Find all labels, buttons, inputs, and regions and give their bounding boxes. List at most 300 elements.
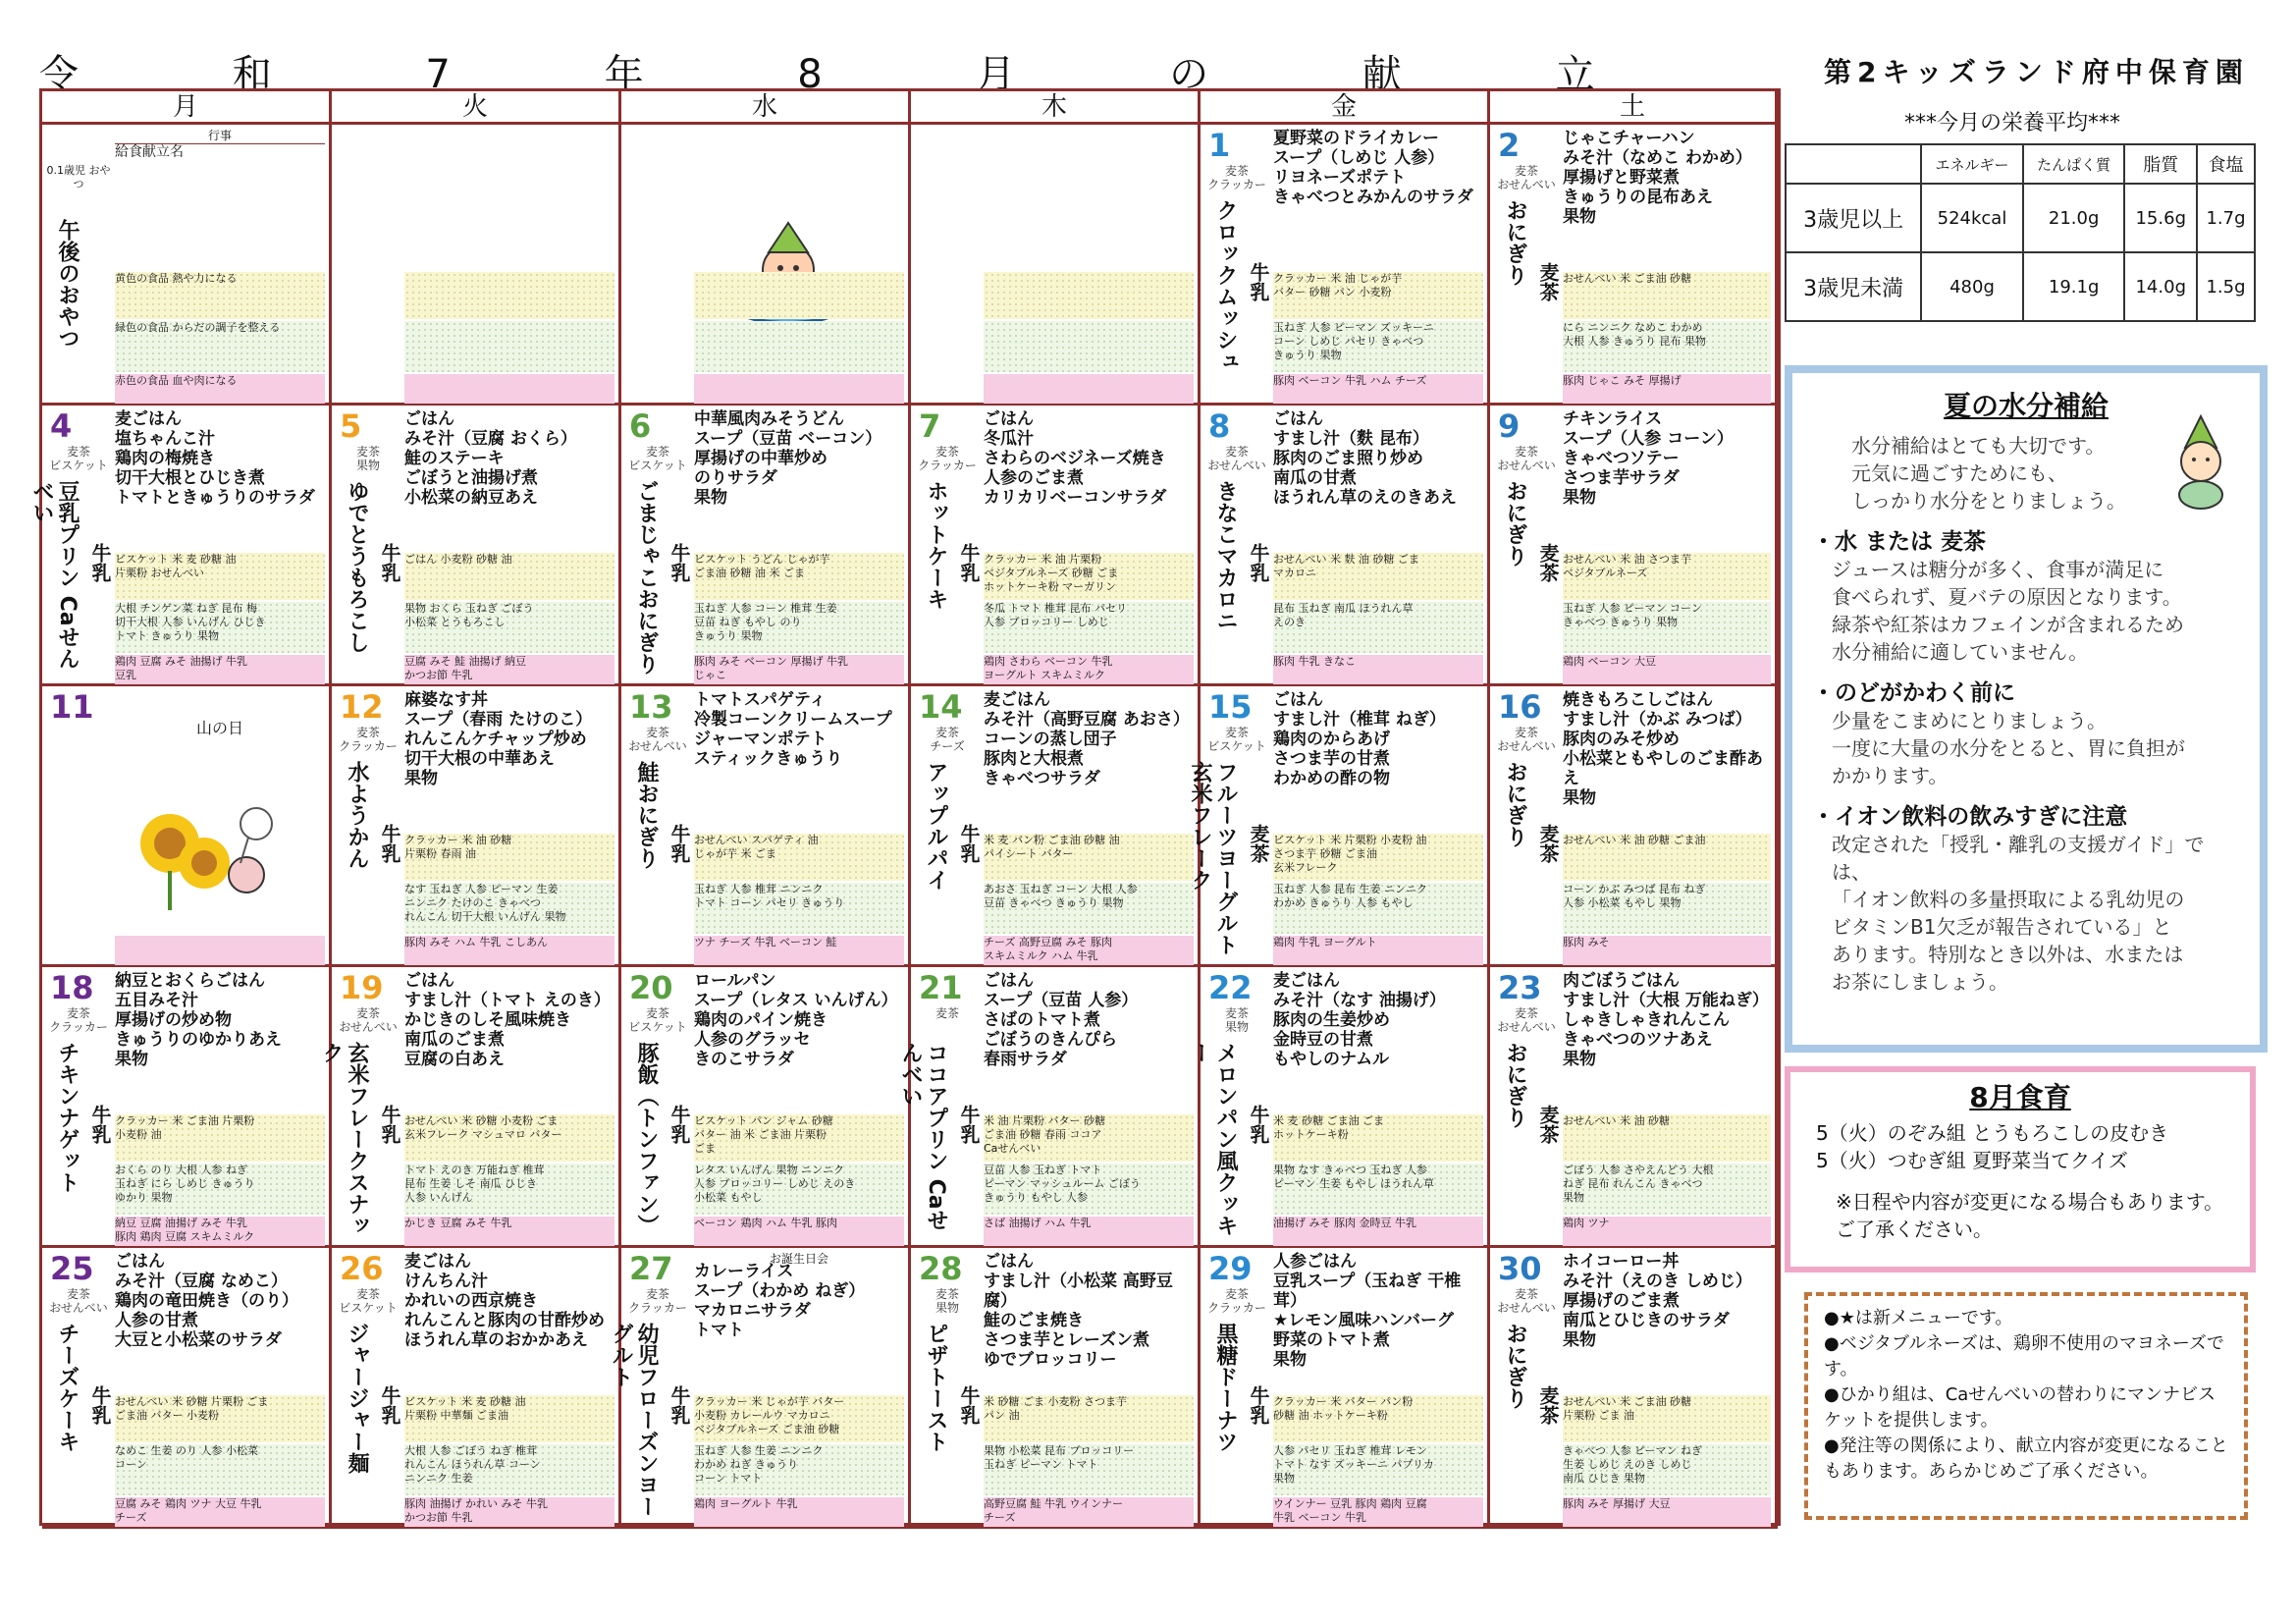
lunch-menu: ホイコーロー丼 みそ汁（えのき しめじ） 厚揚げのごま煮 南瓜とひじきのサラダ 果物 [1563, 1252, 1752, 1350]
day-number: 6 [629, 407, 652, 445]
nutrition-cell: 3歳児未満 [1786, 252, 1921, 321]
lunch-menu: チキンライス スープ（人参 コーン） きゃべつソテー さつま芋サラダ 果物 [1563, 409, 1734, 508]
day-cell [1490, 406, 1778, 686]
afternoon-snack: ジャージャー麺 [345, 1323, 369, 1474]
note-item: ●ベジタブルネーズは、鶏卵不使用のマヨネーズです。 [1824, 1333, 2224, 1380]
infant-snack: 麦茶 ビスケット [339, 1287, 398, 1315]
weekday-header: 水 [621, 91, 911, 125]
day-cell [911, 406, 1201, 686]
day-number: 11 [50, 688, 94, 726]
table-row [1786, 184, 2255, 252]
pink-food-band: 高野豆腐 鮭 牛乳 ウインナー チーズ [984, 1497, 1194, 1527]
green-food-band: 昆布 玉ねぎ 南瓜 ほうれん草 えのき [1273, 602, 1483, 653]
lunch-menu: ロールパン スープ（レタス いんげん） 鶏肉のパイン焼き 人参のグラッセ きのこサラダ [694, 971, 898, 1069]
green-food-band: 果物 おくら 玉ねぎ ごぼう 小松菜 とうもろこし [404, 602, 614, 653]
green-food-band: 果物 なす きゃべつ 玉ねぎ 人参 ピーマン 生姜 もやし ほうれん草 [1273, 1164, 1483, 1215]
infant-snack: 麦茶 ビスケット [49, 445, 108, 472]
food-education-panel [1785, 1066, 2256, 1272]
infant-snack: 麦茶 チーズ [930, 726, 965, 753]
day-cell [1188, 967, 1490, 1248]
blank-cell [332, 125, 621, 406]
day-number: 26 [340, 1250, 384, 1287]
day-cell [42, 967, 332, 1248]
day-number: 4 [50, 407, 73, 445]
snack-drink: 牛乳 [957, 1105, 981, 1144]
pink-food-band: ベーコン 鶏肉 ハム 牛乳 豚肉 [694, 1217, 904, 1246]
infant-snack: 麦茶 ビスケット [628, 445, 687, 472]
pink-food-band: 鶏肉 ヨーグルト 牛乳 [694, 1497, 904, 1527]
character-icon [2162, 412, 2240, 511]
afternoon-snack: 豆乳プリン Caせんべい [29, 480, 80, 670]
yellow-food-band [694, 272, 904, 319]
snack-drink: 牛乳 [88, 1385, 112, 1425]
afternoon-snack: フルーツヨーグルト 玄米フレーク [1188, 761, 1238, 955]
day-cell [1490, 1248, 1778, 1529]
pink-food-band [694, 374, 904, 404]
afternoon-snack: 水ようかん [345, 761, 369, 869]
water-intro: 水分補給はとても大切です。 元気に過ごすためにも、 しっかり水分をとりましょう。 [1851, 434, 2126, 513]
infant-snack: 麦茶 おせんべい [49, 1287, 108, 1315]
water-s3-text: 改定された「授乳・離乳の支援ガイド」では、 「イオン飲料の多量摂取による乳幼児の ビタミンB1欠乏が報告されている」と あります。特別なとき以外は、水または お茶にしましょう。 [1832, 833, 2205, 994]
water-intake-panel [1785, 365, 2268, 1053]
day-cell [1201, 1248, 1490, 1529]
pink-food-band: 豆腐 みそ 鮭 油揚げ 納豆 かつお節 牛乳 [404, 655, 614, 684]
yellow-food-band: おせんべい 米 ごま油 砂糖 [1563, 272, 1771, 319]
lunch-menu: ごはん スープ（豆苗 人参） さばのトマト煮 ごぼうのきんぴら 春雨サラダ [984, 971, 1139, 1069]
infant-snack: 麦茶 おせんべい [1497, 1006, 1556, 1034]
afternoon-snack: 鮭おにぎり [634, 761, 659, 869]
green-food-band: トマト えのき 万能ねぎ 椎茸 昆布 生姜 しそ 南瓜 ひじき 人参 いんげん [404, 1164, 614, 1215]
day-cell [332, 686, 621, 967]
lunch-menu: 麦ごはん みそ汁（なす 油揚げ） 豚肉の生姜炒め 金時豆の甘煮 もやしのナムル [1273, 971, 1446, 1069]
afternoon-snack: チキンナゲット [55, 1042, 80, 1193]
education-note: ※日程や内容が変更になる場合もあります。 ご了承ください。 [1836, 1190, 2224, 1241]
lunch-menu: 麦ごはん 塩ちゃんこ汁 鶏肉の梅焼き 切干大根とひじき煮 トマトときゅうりのサラダ [115, 409, 315, 508]
yellow-food-band: クラッカー 米 油 じゃが芋 バター 砂糖 パン 小麦粉 [1273, 272, 1483, 319]
infant-snack: 麦茶 おせんべい [1497, 726, 1556, 753]
afternoon-snack: 黒糖ドーナツ [1213, 1323, 1238, 1452]
green-food-band [694, 321, 904, 372]
infant-snack: 麦茶 クラッカー [1207, 1287, 1266, 1315]
day-number: 27 [629, 1250, 673, 1287]
snack-drink: 牛乳 [667, 543, 691, 582]
day-cell [1201, 125, 1490, 406]
yellow-food-band: クラッカー 米 油 片栗粉 ベジタブルネーズ 砂糖 ごま ホットケーキ粉 マーガリン [984, 553, 1194, 600]
green-food-band: 玉ねぎ 人参 ピーマン コーン きゃべつ きゅうり 果物 [1563, 602, 1771, 653]
infant-snack: 麦茶 クラッカー [918, 445, 977, 472]
nutrition-cell: 19.1g [2023, 252, 2125, 321]
snack-drink: 牛乳 [1247, 1105, 1270, 1144]
event-label: お誕生日会 [769, 1252, 828, 1266]
water-s1-text: ジュースは糖分が多く、食事が満足に 食べられず、夏バテの原因となります。 緑茶や紅茶はカフェインが含まれるため 水分補給に適していません。 [1832, 558, 2184, 664]
day-cell [621, 406, 911, 686]
yellow-food-band: ごはん 小麦粉 砂糖 油 [404, 553, 614, 600]
afternoon-snack: チーズケーキ [55, 1323, 80, 1452]
nutrition-cell: 15.6g [2124, 184, 2197, 252]
green-food-band: ごぼう 人参 さやえんどう 大根 ねぎ 昆布 れんこん きゃべつ 果物 [1563, 1164, 1771, 1215]
snack-drink: 牛乳 [88, 1105, 112, 1144]
education-line: 5（火）つむぎ組 夏野菜当てクイズ [1816, 1149, 2128, 1172]
green-food-band: なす 玉ねぎ 人参 ピーマン 生姜 ニンニク たけのこ きゃべつ れんこん 切干大根 いんげん 果物 [404, 883, 614, 934]
yellow-food-band: おせんべい 米 油 砂糖 ごま油 [1563, 834, 1771, 881]
holiday-label: 山の日 [195, 719, 243, 737]
snack-drink: 麦茶 [1536, 1385, 1560, 1425]
afternoon-snack: おにぎり [1503, 1042, 1527, 1128]
table-row [1786, 144, 2255, 184]
day-cell [1490, 686, 1778, 967]
snack-drink: 麦茶 [1536, 262, 1560, 301]
day-number: 29 [1208, 1250, 1253, 1287]
note-item: ●ひかり組は、Caせんべいの替わりにマンナビスケットを提供します。 [1824, 1384, 2216, 1431]
green-food-band: 大根 チンゲン菜 ねぎ 昆布 梅 切干大根 人参 いんげん ひじき トマト きゅうり 果物 [115, 602, 325, 653]
day-cell [621, 967, 911, 1248]
yellow-food-band: おせんべい 米 砂糖 小麦粉 ごま 玄米フレーク マシュマロ バター [404, 1114, 614, 1162]
infant-snack: 麦茶 おせんべい [628, 726, 687, 753]
nutrition-cell: 1.5g [2197, 252, 2255, 321]
pink-food-band: さば 油揚げ ハム 牛乳 [984, 1217, 1194, 1246]
green-food-band: きゃべつ 人参 ピーマン ねぎ 生姜 しめじ えのき しめじ 南瓜 ひじき 果物 [1563, 1444, 1771, 1495]
lunch-menu: ごはん すまし汁（麩 昆布） 豚肉のごま照り炒め 南瓜の甘煮 ほうれん草のえのきあえ [1273, 409, 1457, 508]
nutrition-table [1785, 143, 2256, 322]
day-number: 25 [50, 1250, 94, 1287]
afternoon-snack: おにぎり [1503, 199, 1527, 286]
lunch-menu: 麦ごはん みそ汁（高野豆腐 あおさ） コーンの蒸し団子 豚肉と大根煮 きゃべつサラダ [984, 690, 1190, 788]
snack-drink: 麦茶 [1247, 824, 1270, 863]
day-cell [1490, 125, 1778, 406]
pink-food-band: 豚肉 みそ ベーコン 厚揚げ 牛乳 じゃこ [694, 655, 904, 684]
yellow-food-band: ビスケット うどん じゃが芋 ごま油 砂糖 油 米 ごま [694, 553, 904, 600]
infant-snack: 麦茶 おせんべい [1497, 1287, 1556, 1315]
green-food-band [984, 321, 1194, 372]
afternoon-snack: ピザトースト [924, 1323, 948, 1452]
weekday-header: 木 [911, 91, 1201, 125]
nutrition-cell: 21.0g [2023, 184, 2125, 252]
pink-food-band: ウインナー 豆乳 豚肉 鶏肉 豆腐 牛乳 ベーコン 牛乳 [1273, 1497, 1483, 1527]
infant-snack: 麦茶 クラッカー [339, 726, 398, 753]
pink-food-band: 油揚げ みそ 豚肉 金時豆 牛乳 [1273, 1217, 1483, 1246]
legend-cell [42, 125, 332, 406]
yellow-food-band: おせんべい 米 ごま油 砂糖 片栗粉 ごま 油 [1563, 1395, 1771, 1442]
day-number: 12 [340, 688, 384, 726]
green-food-band: 大根 人参 ごぼう ねぎ 椎茸 れんこん ほうれん草 コーン ニンニク 生姜 [404, 1444, 614, 1495]
green-food-band: 玉ねぎ 人参 生姜 ニンニク わかめ ねぎ きゅうり コーン トマト [694, 1444, 904, 1495]
day-number: 15 [1208, 688, 1253, 726]
yellow-food-band: 米 油 片栗粉 バター 砂糖 ごま油 砂糖 春雨 ココア Caせんべい [984, 1114, 1194, 1162]
day-number: 22 [1208, 969, 1253, 1006]
nutrition-title: ***今月の栄養平均*** [1904, 111, 2121, 135]
pink-food-band: 赤色の食品 血や肉になる [115, 374, 325, 404]
afternoon-snack: ホットケーキ [924, 480, 948, 610]
green-food-band: あおさ 玉ねぎ コーン 大根 人参 豆苗 きゃべつ きゅうり 果物 [984, 883, 1194, 934]
snack-drink: 牛乳 [667, 1105, 691, 1144]
water-s1-title: ・水 または 麦茶 [1812, 529, 1987, 555]
education-title: 8月食育 [1969, 1081, 2071, 1113]
snack-drink: 牛乳 [1247, 262, 1270, 301]
yellow-food-band [984, 272, 1194, 319]
legend-menu-name: 給食献立名 [115, 144, 184, 160]
sunflower-icon [131, 794, 278, 912]
school-name: 第2キッズランド府中保育園 [1824, 56, 2249, 88]
green-food-band: コーン かぶ みつば 昆布 ねぎ 人参 小松菜 もやし 果物 [1563, 883, 1771, 934]
day-cell [29, 406, 332, 686]
pink-food-band: ツナ チーズ 牛乳 ベーコン 鮭 [694, 936, 904, 965]
infant-snack: 麦茶 果物 [1224, 1006, 1249, 1034]
yellow-food-band: おせんべい 米 麩 油 砂糖 ごま マカロニ [1273, 553, 1483, 600]
infant-snack: 麦茶 クラッカー [49, 1006, 108, 1034]
legend-event: 行事 [115, 127, 325, 144]
snack-drink: 牛乳 [957, 543, 981, 582]
pink-food-band: 豚肉 みそ ハム 牛乳 こしあん [404, 936, 614, 965]
snack-drink: 牛乳 [378, 824, 401, 863]
afternoon-snack: アップルパイ [924, 761, 948, 891]
day-number: 8 [1208, 407, 1231, 445]
pink-food-band: 豚肉 油揚げ かれい みそ 牛乳 かつお節 牛乳 [404, 1497, 614, 1527]
pink-food-band: 納豆 豆腐 油揚げ みそ 牛乳 豚肉 鶏肉 豆腐 スキムミルク [115, 1217, 325, 1246]
yellow-food-band: おせんべい 米 油 砂糖 [1563, 1114, 1771, 1162]
infant-snack: 麦茶 おせんべい [1207, 445, 1266, 472]
nutrition-cell: 524kcal [1921, 184, 2023, 252]
pink-food-band: かじき 豆腐 みそ 牛乳 [404, 1217, 614, 1246]
note-item: ●発注等の関係により、献立内容が変更になることもあります。あらかじめご了承ください。 [1824, 1435, 2228, 1482]
infant-snack: 麦茶 クラッカー [628, 1287, 687, 1315]
lunch-menu: じゃこチャーハン みそ汁（なめこ わかめ） 厚揚げと野菜煮 きゅうりの昆布あえ 果物 [1563, 129, 1752, 227]
snack-drink: 牛乳 [88, 543, 112, 582]
green-food-band: 玉ねぎ 人参 ピーマン ズッキーニ コーン しめじ パセリ きゃべつ きゅうり 果物 [1273, 321, 1483, 372]
green-food-band: にら ニンニク なめこ わかめ 大根 人参 きゅうり 昆布 果物 [1563, 321, 1771, 372]
pink-food-band: 豚肉 じゃこ みそ 厚揚げ [1563, 374, 1771, 404]
nutrition-header: たんぱく質 [2023, 144, 2125, 184]
table-row [1786, 252, 2255, 321]
day-number: 30 [1498, 1250, 1542, 1287]
lunch-menu: ごはん すまし汁（小松菜 高野豆腐） 鮭のごま焼き さつま芋とレーズン煮 ゆでブロッコリー [984, 1252, 1173, 1370]
green-food-band: 果物 小松菜 昆布 ブロッコリー 玉ねぎ ピーマン トマト [984, 1444, 1194, 1495]
green-food-band: なめこ 生姜 のり 人参 小松菜 コーン [115, 1444, 325, 1495]
green-food-band: レタス いんげん 果物 ニンニク 人参 ブロッコリー しめじ えのき 小松菜 もやし [694, 1164, 904, 1215]
pink-food-band [404, 374, 614, 404]
green-food-band [404, 321, 614, 372]
blank-cell [621, 125, 911, 406]
pink-food-band: 豚肉 みそ 厚揚げ 大豆 [1563, 1497, 1771, 1527]
snack-drink: 牛乳 [1247, 543, 1270, 582]
lunch-menu: ごはん みそ汁（豆腐 おくら） 鮭のステーキ ごぼうと油揚げ煮 小松菜の納豆あえ [404, 409, 577, 508]
green-food-band: おくら のり 大根 人参 ねぎ 玉ねぎ にら しめじ きゅうり ゆかり 果物 [115, 1164, 325, 1215]
day-cell [319, 967, 621, 1248]
snack-drink: 牛乳 [1247, 1385, 1270, 1425]
afternoon-snack: 玄米フレークスナック [319, 1042, 369, 1236]
day-number: 7 [919, 407, 941, 445]
snack-drink: 牛乳 [667, 824, 691, 863]
pink-food-band: 鶏肉 ツナ [1563, 1217, 1771, 1246]
pink-food-band [115, 936, 325, 965]
day-cell [911, 686, 1201, 967]
yellow-food-band: 米 砂糖 ごま 小麦粉 さつま芋 パン 油 [984, 1395, 1194, 1442]
snack-drink: 牛乳 [957, 1385, 981, 1425]
day-cell [1188, 686, 1490, 967]
day-cell [1490, 967, 1778, 1248]
lunch-menu: 麻婆なす丼 スープ（春雨 たけのこ） れんこんケチャップ炒め 切干大根の中華あえ 果物 [404, 690, 593, 788]
notes-panel [1804, 1292, 2248, 1520]
day-number: 23 [1498, 969, 1542, 1006]
afternoon-snack: おにぎり [1503, 1323, 1527, 1409]
pink-food-band: 豚肉 ベーコン 牛乳 ハム チーズ [1273, 374, 1483, 404]
day-number: 13 [629, 688, 673, 726]
yellow-food-band: クラッカー 米 ごま油 片栗粉 小麦粉 油 [115, 1114, 325, 1162]
yellow-food-band [404, 272, 614, 319]
afternoon-snack: おにぎり [1503, 480, 1527, 567]
infant-snack: 麦茶 ビスケット [1207, 726, 1266, 753]
green-food-band: 豆苗 人参 玉ねぎ トマト ピーマン マッシュルーム ごぼう きゅうり もやし 人参 [984, 1164, 1194, 1215]
nutrition-header: エネルギー [1921, 144, 2023, 184]
day-number: 2 [1498, 127, 1521, 164]
afternoon-snack: ゆでとうもろこし [345, 480, 369, 653]
day-number: 28 [919, 1250, 963, 1287]
yellow-food-band: ビスケット パン ジャム 砂糖 バター 油 米 ごま油 片栗粉 ごま [694, 1114, 904, 1162]
day-cell [332, 1248, 621, 1529]
water-title: 夏の水分補給 [1943, 390, 2109, 422]
nutrition-header: 脂質 [2124, 144, 2197, 184]
education-line: 5（火）のぞみ組 とうもろこしの皮むき [1816, 1121, 2169, 1145]
nutrition-cell: 3歳児以上 [1786, 184, 1921, 252]
weekday-header: 金 [1201, 91, 1490, 125]
green-food-band: 人参 パセリ 玉ねぎ 椎茸 レモン トマト なす ズッキーニ パプリカ 果物 [1273, 1444, 1483, 1495]
snack-drink: 牛乳 [957, 824, 981, 863]
yellow-food-band: クラッカー 米 じゃが芋 バター 小麦粉 カレールウ マカロニ ベジタブルネーズ ごま油 砂糖 [694, 1395, 904, 1442]
yellow-food-band: おせんべい 米 油 さつま芋 ベジタブルネーズ [1563, 553, 1771, 600]
green-food-band: 緑色の食品 からだの調子を整える [115, 321, 325, 372]
water-s2-title: ・のどがかわく前に [1812, 680, 2015, 706]
pink-food-band: 豚肉 みそ [1563, 936, 1771, 965]
weekday-header: 月 [42, 91, 332, 125]
pink-food-band: 豚肉 牛乳 きなこ [1273, 655, 1483, 684]
lunch-menu: 納豆とおくらごはん 五目みそ汁 厚揚げの炒め物 きゅうりのゆかりあえ 果物 [115, 971, 282, 1069]
pink-food-band: 鶏肉 牛乳 ヨーグルト [1273, 936, 1483, 965]
day-number: 14 [919, 688, 963, 726]
afternoon-snack: ごまじゃこおにぎり [634, 480, 659, 675]
day-cell [332, 406, 621, 686]
menu-calendar [29, 88, 1781, 1526]
yellow-food-band: おせんべい スパゲティ 油 じゃが芋 米 ごま [694, 834, 904, 881]
snack-drink: 麦茶 [1536, 824, 1560, 863]
infant-snack: 麦茶 おせんべい [1497, 445, 1556, 472]
nutrition-header [1786, 144, 1921, 184]
yellow-food-band: おせんべい 米 砂糖 片栗粉 ごま ごま油 バター 小麦粉 [115, 1395, 325, 1442]
lunch-menu: 中華風肉みそうどん スープ（豆苗 ベーコン） 厚揚げの中華炒め のりサラダ 果物 [694, 409, 882, 508]
weekday-header: 火 [332, 91, 621, 125]
page-title: 令 和 7 年 8 月 の 献 立 [39, 52, 1666, 97]
day-cell [911, 1248, 1201, 1529]
lunch-menu: ごはん みそ汁（豆腐 なめこ） 鶏肉の竜田焼き（のり） 人参の甘煮 大豆と小松菜のサラダ [115, 1252, 298, 1350]
lunch-menu: 夏野菜のドライカレー スープ（しめじ 人参） リヨネーズポテト きゃべつとみかんのサラダ [1273, 129, 1473, 207]
infant-snack: 麦茶 おせんべい [1497, 164, 1556, 191]
day-number: 20 [629, 969, 673, 1006]
afternoon-snack: きなこマカロニ [1213, 480, 1238, 631]
yellow-food-band: ビスケット 米 片栗粉 小麦粉 油 さつま芋 砂糖 ごま油 玄米フレーク [1273, 834, 1483, 881]
day-number: 18 [50, 969, 94, 1006]
afternoon-snack: 豚飯（トンファン） [634, 1042, 659, 1236]
day-number: 19 [340, 969, 384, 1006]
day-number: 9 [1498, 407, 1521, 445]
pink-food-band: 鶏肉 ベーコン 大豆 [1563, 655, 1771, 684]
day-cell [42, 1248, 332, 1529]
legend-afternoon: 午後のおやつ [55, 219, 80, 349]
nutrition-cell: 14.0g [2124, 252, 2197, 321]
green-food-band: 冬瓜 トマト 椎茸 昆布 パセリ 人参 ブロッコリー しめじ [984, 602, 1194, 653]
infant-snack: 麦茶 クラッカー [1207, 164, 1266, 191]
yellow-food-band: 米 麦 パン粉 ごま油 砂糖 油 パイシート バター [984, 834, 1194, 881]
snack-drink: 牛乳 [378, 1105, 401, 1144]
water-s3-title: ・イオン飲料の飲みすぎに注意 [1812, 804, 2128, 830]
snack-drink: 麦茶 [1536, 1105, 1560, 1144]
afternoon-snack: メロンパン風クッキー [1188, 1042, 1238, 1236]
yellow-food-band: クラッカー 米 油 砂糖 片栗粉 春雨 油 [404, 834, 614, 881]
yellow-food-band: ビスケット 米 麦 砂糖 油 片栗粉 中華麺 ごま油 [404, 1395, 614, 1442]
green-food-band: 玉ねぎ 人参 昆布 生姜 ニンニク わかめ きゅうり 人参 もやし [1273, 883, 1483, 934]
snack-drink: 麦茶 [1536, 543, 1560, 582]
infant-snack: 麦茶 果物 [934, 1287, 959, 1315]
yellow-food-band: 米 麦 砂糖 ごま油 ごま ホットケーキ粉 [1273, 1114, 1483, 1162]
day-number: 21 [919, 969, 963, 1006]
legend-infant: 0.1歳児 おやつ [46, 164, 111, 190]
lunch-menu: 麦ごはん けんちん汁 かれいの西京焼き れんこんと豚肉の甘酢炒め ほうれん草のおかかあえ [404, 1252, 605, 1350]
water-s2-text: 少量をこまめにとりましょう。 一度に大量の水分をとると、胃に負担が かかります。 [1832, 709, 2185, 787]
yellow-food-band: 黄色の食品 熱や力になる [115, 272, 325, 319]
afternoon-snack: 幼児フローズンヨーグルト [609, 1323, 659, 1517]
day-number: 1 [1208, 127, 1231, 164]
note-item: ●★は新メニューです。 [1824, 1308, 2013, 1328]
infant-snack: 麦茶 果物 [355, 445, 380, 472]
day-cell [42, 686, 332, 967]
afternoon-snack: クロックムッシュ [1213, 199, 1238, 372]
pink-food-band: チーズ 高野豆腐 みそ 豚肉 スキムミルク ハム 牛乳 [984, 936, 1194, 965]
pink-food-band [984, 374, 1194, 404]
blank-cell [911, 125, 1201, 406]
nutrition-cell: 480g [1921, 252, 2023, 321]
lunch-menu: 焼きもろこしごはん すまし汁（かぶ みつば） 豚肉のみそ炒め 小松菜ともやしのごま酢あえ 果物 [1563, 690, 1763, 808]
green-food-band: 玉ねぎ 人参 椎茸 ニンニク トマト コーン パセリ きゅうり [694, 883, 904, 934]
nutrition-cell: 1.7g [2197, 184, 2255, 252]
pink-food-band: 豆腐 みそ 鶏肉 ツナ 大豆 牛乳 チーズ [115, 1497, 325, 1527]
lunch-menu: 人参ごはん 豆乳スープ（玉ねぎ 干椎茸） ★レモン風味ハンバーグ 野菜のトマト煮 果物 [1273, 1252, 1462, 1370]
lunch-menu: ごはん すまし汁（椎茸 ねぎ） 鶏肉のからあげ さつま芋の甘煮 わかめの酢の物 [1273, 690, 1446, 788]
snack-drink: 牛乳 [378, 543, 401, 582]
lunch-menu: トマトスパゲティ 冷製コーンクリームスープ ジャーマンポテト スティックきゅうり [694, 690, 892, 769]
infant-snack: 麦茶 ビスケット [628, 1006, 687, 1034]
day-number: 5 [340, 407, 362, 445]
snack-drink: 牛乳 [378, 1385, 401, 1425]
day-cell [609, 1248, 911, 1529]
pink-food-band: 鶏肉 さわら ベーコン 牛乳 ヨーグルト スキムミルク [984, 655, 1194, 684]
infant-snack: 麦茶 [934, 1006, 959, 1020]
lunch-menu: ごはん 冬瓜汁 さわらのベジネーズ焼き 人参のごま煮 カリカリベーコンサラダ [984, 409, 1167, 508]
weekday-header: 土 [1490, 91, 1778, 125]
day-number: 16 [1498, 688, 1542, 726]
green-food-band: 玉ねぎ 人参 コーン 椎茸 生姜 豆苗 ねぎ もやし のり きゅうり 果物 [694, 602, 904, 653]
lunch-menu: ごはん すまし汁（トマト えのき） かじきのしそ風味焼き 南瓜のごま煮 豆腐の白あえ [404, 971, 611, 1069]
afternoon-snack: ココアプリン Caせんべい [898, 1042, 948, 1231]
day-cell [1201, 406, 1490, 686]
lunch-menu: カレーライス スープ（わかめ ねぎ） マカロニサラダ トマト [694, 1262, 866, 1340]
day-cell [898, 967, 1201, 1248]
infant-snack: 麦茶 おせんべい [339, 1006, 398, 1034]
day-cell [621, 686, 911, 967]
afternoon-snack: おにぎり [1503, 761, 1527, 847]
lunch-menu: 肉ごぼうごはん すまし汁（大根 万能ねぎ） しゃきしゃきれんこん きゃべつのツナあえ 果物 [1563, 971, 1769, 1069]
yellow-food-band: クラッカー 米 バター パン粉 砂糖 油 ホットケーキ粉 [1273, 1395, 1483, 1442]
nutrition-header: 食塩 [2197, 144, 2255, 184]
snack-drink: 牛乳 [667, 1385, 691, 1425]
yellow-food-band: ビスケット 米 麦 砂糖 油 片栗粉 おせんべい [115, 553, 325, 600]
pink-food-band: 鶏肉 豆腐 みそ 油揚げ 牛乳 豆乳 [115, 655, 325, 684]
